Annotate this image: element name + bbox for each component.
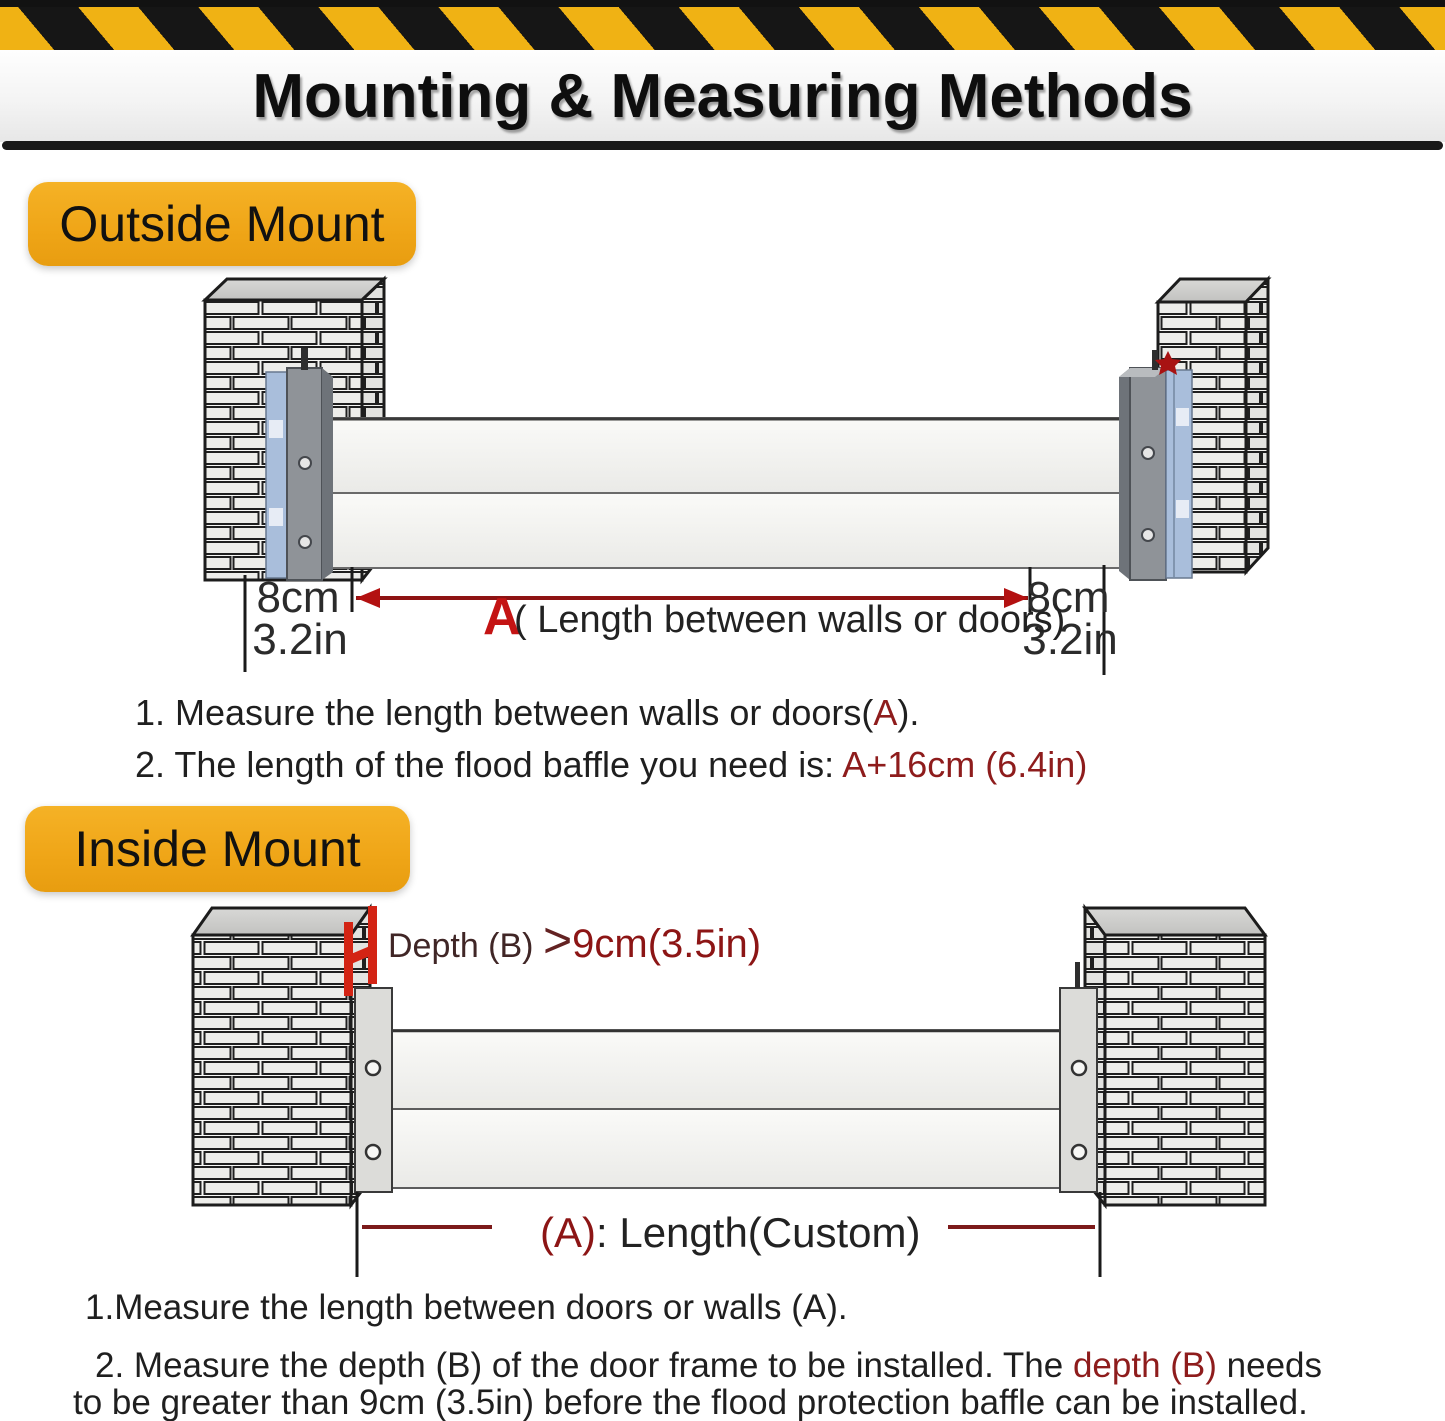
title-band: [0, 50, 1445, 142]
inside-flood-baffle: [392, 1030, 1078, 1188]
outside-dimension: [245, 565, 1118, 675]
left-offset-cm-label: 8cm: [256, 573, 340, 622]
outside-right-channel: [1119, 350, 1192, 580]
outside-mount-diagram: [0, 255, 1445, 675]
outside-step-2: 2. The length of the flood baffle you need is: A+16cm (6.4in): [135, 744, 1088, 785]
inside-right-pillar: [1085, 908, 1265, 1205]
inside-step-1: 1.Measure the length between doors or walls (A).: [85, 1288, 848, 1327]
length-label: (A): Length(Custom): [540, 1209, 921, 1256]
right-offset-cm-label: 8cm: [1026, 573, 1110, 622]
banner-rule: [2, 141, 1443, 150]
right-channel-pin: [1075, 962, 1080, 988]
outside-mount-badge: [28, 182, 416, 266]
arrowhead-left: [356, 588, 380, 608]
hazard-stripes-banner: [0, 0, 1445, 57]
inside-left-pillar: [193, 908, 370, 1205]
left-offset-in-label: 3.2in: [252, 615, 348, 664]
inside-dimension: [357, 1192, 1100, 1277]
page-title: Mounting & Measuring Methods: [252, 61, 1193, 131]
inside-mount-diagram: [0, 895, 1445, 1285]
outside-left-channel: [266, 348, 333, 580]
left-channel-pin: [301, 348, 308, 370]
inside-right-channel: [1060, 962, 1097, 1192]
inside-step-2: 2. Measure the depth (B) of the door frame to be installed. The depth (B) needs: [95, 1346, 1323, 1385]
inside-left-channel: [355, 988, 392, 1192]
outside-mount-badge-label: Outside Mount: [59, 196, 385, 252]
outside-flood-baffle: [323, 418, 1135, 568]
right-offset-in-label: 3.2in: [1022, 615, 1118, 664]
depth-label: Depth (B) >9cm(3.5in): [388, 912, 762, 968]
inside-mount-badge: [25, 806, 410, 892]
outside-step-1: 1. Measure the length between walls or doors(A).: [135, 692, 920, 733]
span-caption: ( Length between walls or doors): [514, 599, 1066, 641]
span-letter-a: A: [483, 588, 521, 646]
inside-mount-badge-label: Inside Mount: [74, 821, 361, 877]
inside-step-2-continued: to be greater than 9cm (3.5in) before the flood protection baffle can be installed.: [73, 1383, 1308, 1421]
